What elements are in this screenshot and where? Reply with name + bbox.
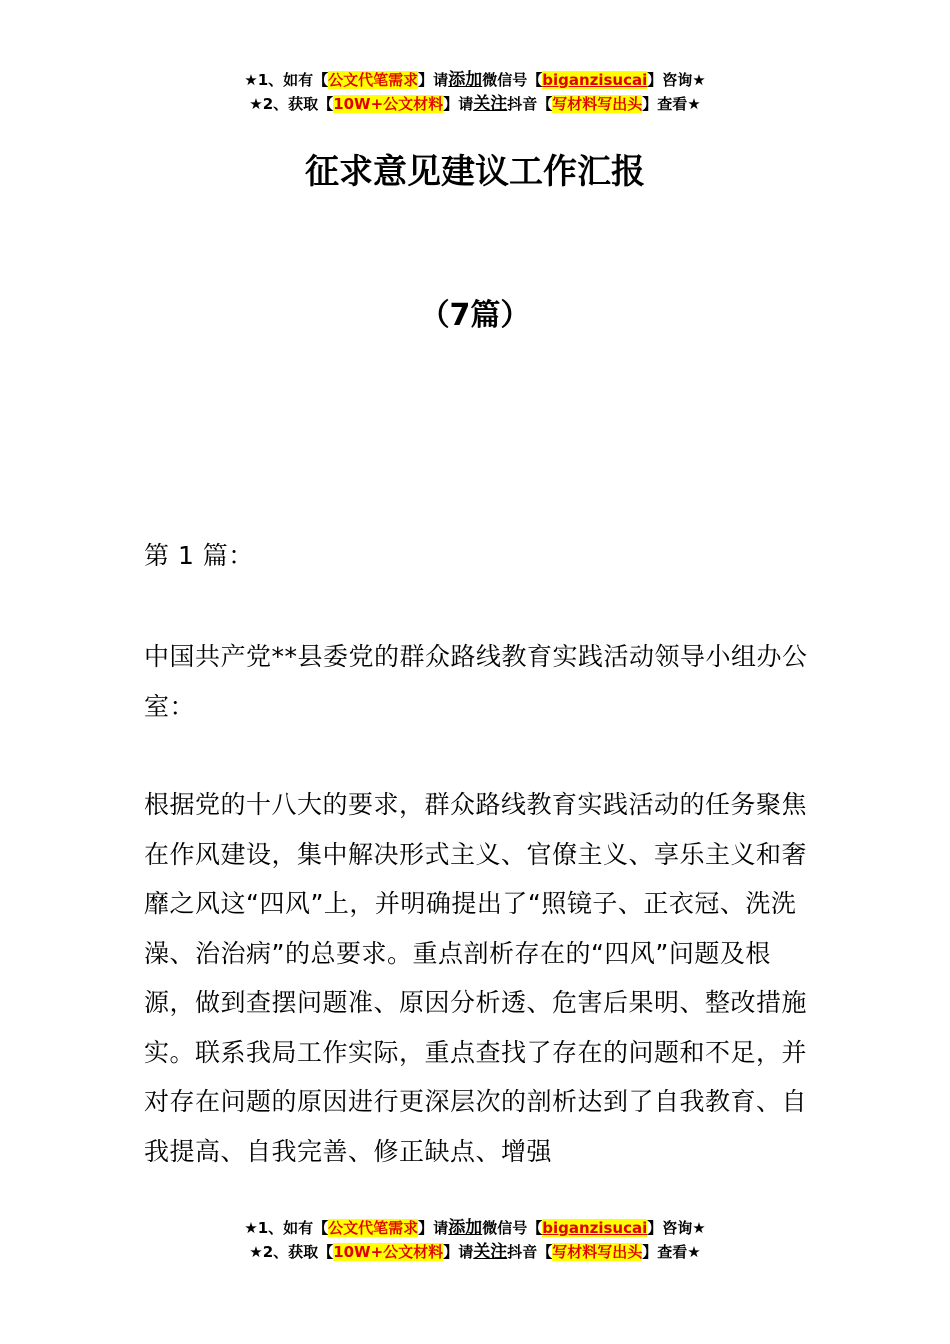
top-promo-banner [0, 68, 950, 116]
highlight-materials: 10W+公文材料 [333, 1243, 444, 1261]
promo-line-1: ★1、如有【公文代笔需求】请添加微信号【biganzisucai】咨询★ [244, 70, 706, 90]
highlight-douyin-account: 写材料写出头 [552, 95, 643, 113]
highlight-materials: 10W+公文材料 [333, 95, 444, 113]
promo-line-2: ★2、获取【10W+公文材料】请关注抖音【写材料写出头】查看★ [249, 94, 701, 114]
document-title: 征求意见建议工作汇报 [305, 152, 645, 192]
bottom-promo-banner [0, 1216, 950, 1264]
highlight-writing-service: 公文代笔需求 [328, 1219, 419, 1237]
highlight-wechat-id: biganzisucai [542, 1219, 648, 1237]
highlight-writing-service: 公文代笔需求 [328, 71, 419, 89]
body-paragraph: 根据党的十八大的要求，群众路线教育实践活动的任务聚焦在作风建设，集中解决形式主义、官僚主义、享乐主义和奢靡之风这“四风”上，并明确提出了“照镜子、正衣冠、洗洗澡、治治病”的总要求。重点剖析存在的“四风”问题及根源，做到查摆问题准、原因分析透、危害后果明、整改措施实。联系我局工作实际，重点查找了存在的问题和不足，并对存在问题的原因进行更深层次的剖析达到了自我教育、自我提高、自我完善、修正缺点、增强 [144, 790, 808, 1166]
document-subtitle: （7篇） [419, 298, 531, 333]
highlight-douyin-account: 写材料写出头 [552, 1243, 643, 1261]
section-heading: 第 1 篇： [144, 541, 254, 570]
promo-line-1: ★1、如有【公文代笔需求】请添加微信号【biganzisucai】咨询★ [244, 1218, 706, 1238]
promo-line-2: ★2、获取【10W+公文材料】请关注抖音【写材料写出头】查看★ [249, 1242, 701, 1262]
highlight-wechat-id: biganzisucai [542, 71, 648, 89]
addressee-line: 中国共产党**县委党的群众路线教育实践活动领导小组办公室： [144, 642, 808, 721]
